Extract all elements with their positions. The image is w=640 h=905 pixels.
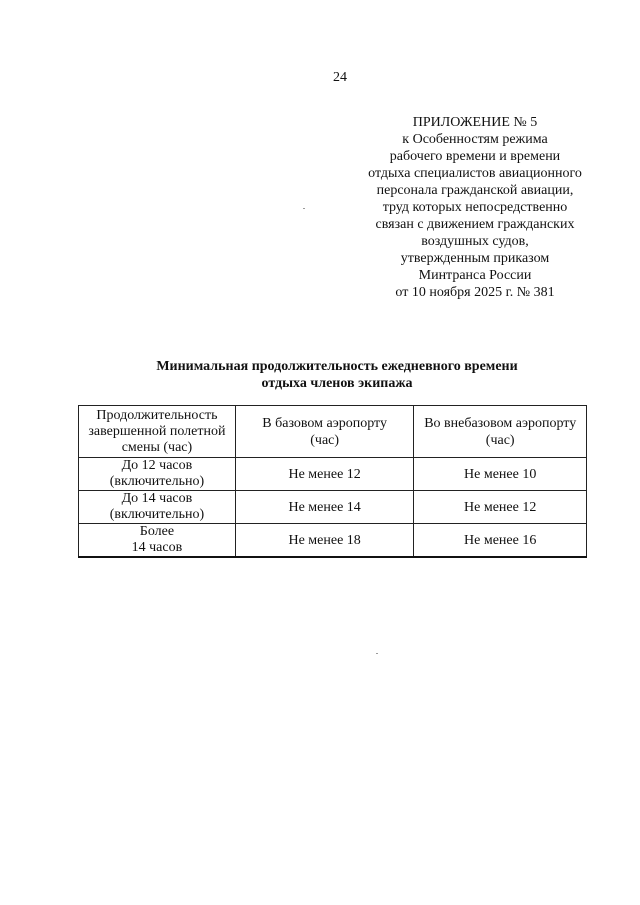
appendix-header	[330, 114, 620, 301]
appendix-line: связан с движением гражданских	[375, 217, 575, 232]
appendix-line: ПРИЛОЖЕНИЕ № 5	[412, 115, 538, 130]
header-cell-non-base-airport	[414, 406, 587, 458]
appendix-line: утвержденным приказом	[400, 251, 550, 266]
table-header-row	[79, 406, 587, 458]
appendix-line: воздушных судов,	[421, 234, 529, 249]
header-text: (час)	[310, 432, 340, 448]
header-cell-base-airport	[235, 406, 414, 458]
rest-time-table	[78, 405, 587, 558]
duration-cell	[79, 524, 236, 558]
header-text: В базовом аэропорту	[262, 415, 387, 431]
appendix-line: от 10 ноября 2025 г. № 381	[395, 285, 555, 300]
appendix-line: труд которых непосредственно	[382, 200, 568, 215]
document-title	[80, 358, 594, 392]
header-text: завершенной полетной	[88, 423, 226, 439]
non-base-airport-cell: Не менее 10	[414, 458, 587, 491]
base-airport-cell: Не менее 12	[235, 458, 414, 491]
appendix-line: Минтранса России	[418, 268, 532, 283]
duration-text: До 14 часов	[121, 491, 193, 506]
appendix-line: персонала гражданской авиации,	[376, 183, 574, 198]
non-base-airport-cell: Не менее 16	[414, 524, 587, 558]
duration-cell	[79, 458, 236, 491]
header-cell-duration	[79, 406, 236, 458]
duration-text: (включительно)	[109, 474, 205, 489]
duration-text: До 12 часов	[121, 458, 193, 473]
duration-text: Более	[139, 524, 175, 539]
table-row	[79, 458, 587, 491]
title-line: отдыха членов экипажа	[261, 376, 413, 391]
base-airport-cell: Не менее 14	[235, 491, 414, 524]
duration-text: (включительно)	[109, 507, 205, 522]
base-airport-cell: Не менее 18	[235, 524, 414, 558]
duration-cell	[79, 491, 236, 524]
duration-text: 14 часов	[131, 540, 183, 555]
table-row	[79, 491, 587, 524]
header-text: Во внебазовом аэропорту	[424, 415, 577, 431]
non-base-airport-cell: Не менее 12	[414, 491, 587, 524]
header-text: (час)	[485, 432, 515, 448]
appendix-line: рабочего времени и времени	[389, 149, 561, 164]
page-number: 24	[333, 70, 347, 85]
table-row	[79, 524, 587, 558]
scan-speck	[376, 653, 378, 654]
header-text: Продолжительность	[96, 407, 218, 423]
appendix-line: к Особенностям режима	[402, 132, 548, 147]
title-line: Минимальная продолжительность ежедневного времени	[156, 359, 518, 374]
appendix-line: отдыха специалистов авиационного	[368, 166, 582, 181]
header-text: смены (час)	[121, 439, 193, 455]
scan-speck	[303, 208, 305, 209]
